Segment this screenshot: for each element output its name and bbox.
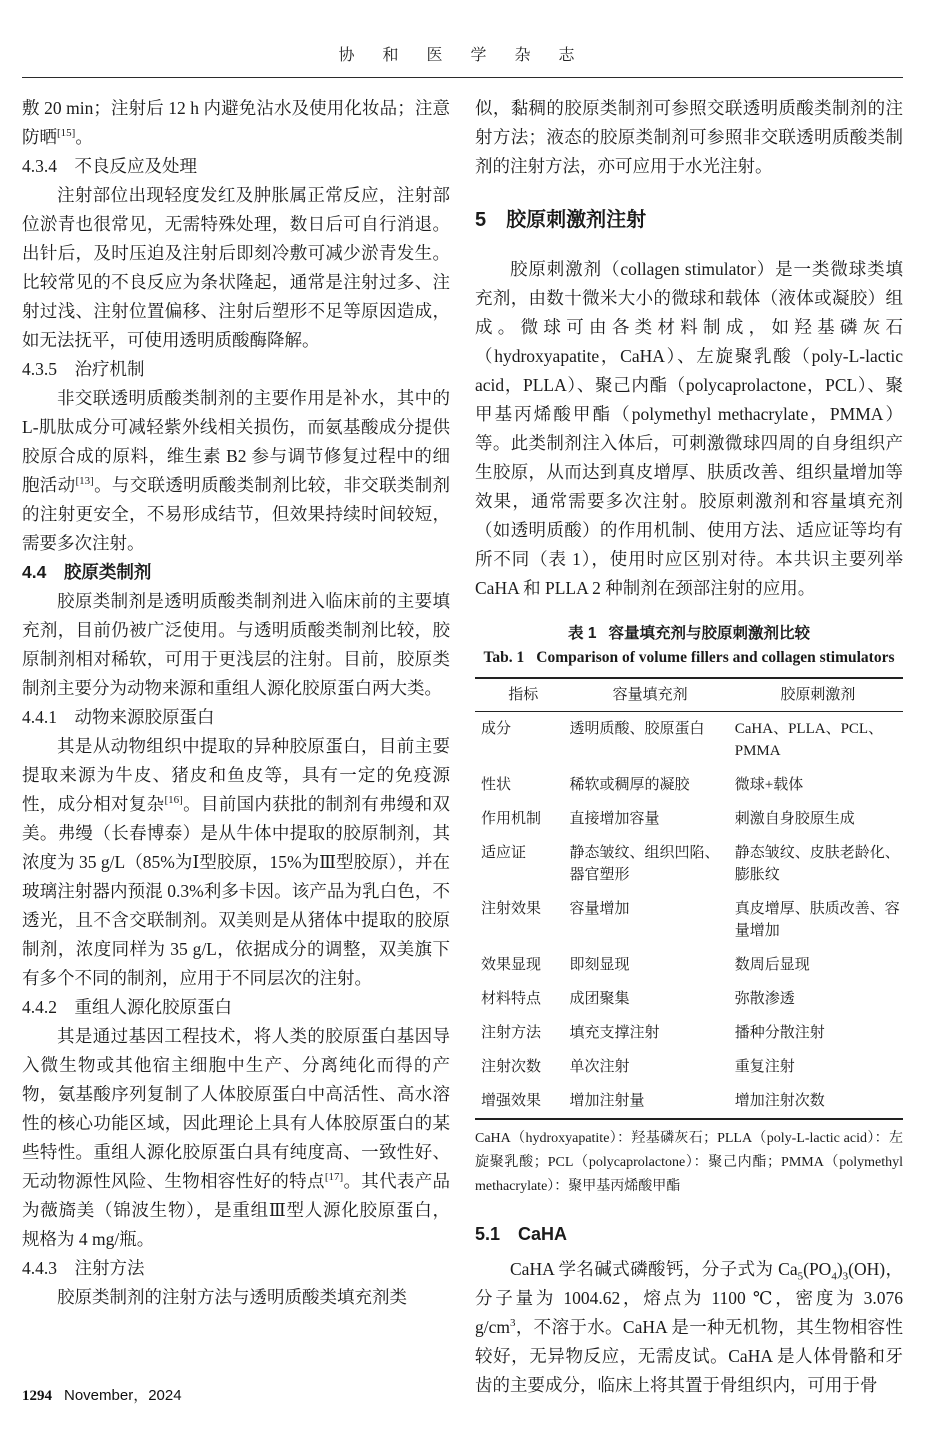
table-column-header: 容量填充剂 (567, 678, 732, 712)
table-row (475, 1016, 903, 1050)
heading-4-3-5: 4.3.5 治疗机制 (22, 359, 145, 379)
paragraph-injection-method-cont: 似，黏稠的胶原类制剂可参照交联透明质酸类制剂的注射方法；液态的胶原类制剂可参照非交联透明质酸类制剂的注射方法，亦可应用于水光注射。 (475, 98, 903, 176)
issue-date: November，2024 (64, 1387, 182, 1404)
table-row (475, 948, 903, 982)
heading-section-5: 5 胶原刺激剂注射 (475, 209, 647, 231)
paragraph-collagen-stimulator: 胶原刺激剂（collagen stimulator）是一类微球类填充剂，由数十微米大小的微球和载体（液体或凝胶）组成。微球可由各类材料制成，如羟基磷灰石（hydroxyapatite，CaHA）、左旋聚乳酸（poly-L-lactic acid，PLLA）、聚己内酯（polycaprolactone，PCL）、聚甲基丙烯酸甲酯（polymethyl methacrylate，PMMA）等。此类制剂注入体后，可刺激微球四周的自身组织产生胶原，从而达到真皮增厚、肤质改善、组织量增加等效果，通常需要多次注射。胶原刺激剂和容量填充剂（如透明质酸）的作用机制、使用方法、适应证等均有所不同（表 1），使用时应区别对待。本共识主要列举 CaHA 和 PLLA 2 种制剂在颈部注射的应用。 (475, 259, 903, 598)
table-cell: 单次注射 (569, 1059, 630, 1075)
table-label-cn: 表 1 (568, 625, 597, 642)
table-cell: 注射次数 (481, 1059, 542, 1075)
chemical-subscript: 5 (797, 1270, 804, 1283)
table-cell: 效果显现 (481, 957, 542, 973)
paragraph-aftercare: 敷 20 min；注射后 12 h 内避免沾水及使用化妆品；注意防晒[15]。 (22, 98, 450, 147)
paragraph-caha: CaHA 学名碱式磷酸钙，分子式为 $Ca_5(PO_4)_3(OH)$，分子量为 1004.62，熔点为 1100 ℃，密度为 3.076 $g/cm^3$，不溶于水。CaHA 是一种无机物，其生物相容性较好，无异物反应，无需皮试。CaHA 是人体骨骼和牙齿的主要成分，临床上将其置于骨组织内，可用于骨 (475, 1259, 903, 1395)
table-cell: 作用机制 (481, 811, 542, 827)
table-row (475, 1050, 903, 1084)
table-row (475, 802, 903, 836)
table-cell: 播种分散注射 (734, 1025, 825, 1041)
table-title-en (475, 645, 903, 671)
table-cell: 注射方法 (481, 1025, 542, 1041)
page-number: 1294 (22, 1388, 52, 1404)
paragraph-animal-collagen: 其是从动物组织中提取的异种胶原蛋白，目前主要提取来源为牛皮、猪皮和鱼皮等，具有一定的免疫源性，成分相对复杂[16]。目前国内获批的制剂有弗缦和双美。弗缦（长春博泰）是从牛体中提取的胶原制剂，其浓度为 35 g/L（85%为Ⅰ型胶原，15%为Ⅲ型胶原），并在玻璃注射器内预混 0.3%利多卡因。该产品为乳白色，不透光，且不含交联制剂。双美则是从猪体中提取的胶原制剂，浓度同样为 35 g/L，依据成分的调整，双美旗下有多个不同的制剂，应用于不同层次的注射。 (22, 736, 451, 988)
table-cell: 填充支撑注射 (569, 1025, 660, 1041)
table-row (475, 892, 903, 948)
paragraph-adverse-reactions: 注射部位出现轻度发红及肿胀属正常反应，注射部位淤青也很常见，无需特殊处理，数日后可自行消退。出针后，及时压迫及注射后即刻冷敷可减少淤青发生。比较常见的不良反应为条状隆起，通常是注射过多、注射过浅、注射位置偏移、注射后塑形不足等原因造成，如无法抚平，可使用透明质酸酶降解。 (22, 185, 450, 350)
comparison-table (475, 677, 903, 1120)
table-cell: 真皮增厚、肤质改善、容量增加 (734, 901, 900, 939)
table-row (475, 1084, 903, 1119)
table-cell: 静态皱纹、皮肤老龄化、膨胀纹 (734, 845, 900, 883)
comparison-table-block (475, 623, 903, 1199)
table-column-header: 胶原刺激剂 (733, 678, 903, 712)
table-cell: 增加注射量 (569, 1093, 645, 1109)
citation-ref: [17] (324, 1171, 344, 1184)
table-cell: 适应证 (481, 845, 527, 861)
heading-4-4-1: 4.4.1 动物来源胶原蛋白 (22, 707, 215, 727)
table-cell: 微球+载体 (734, 777, 804, 793)
table-header-row (475, 678, 903, 712)
paragraph-injection-method: 胶原类制剂的注射方法与透明质酸类填充剂类 (57, 1287, 407, 1307)
heading-5-1: 5.1 CaHA (475, 1224, 568, 1244)
table-column-header: 指标 (475, 678, 567, 712)
table-cell: 直接增加容量 (569, 811, 660, 827)
table-cell: 弥散渗透 (734, 991, 795, 1007)
left-column (22, 94, 450, 1312)
table-cell: 增强效果 (481, 1093, 542, 1109)
table-row (475, 768, 903, 802)
table-cell: 即刻显现 (569, 957, 630, 973)
header-rule (22, 77, 903, 78)
table-title-cn (475, 623, 903, 645)
right-column (475, 94, 903, 1400)
citation-ref: 3 (510, 1317, 516, 1330)
chemical-subscript: 3 (842, 1270, 849, 1283)
paragraph-mechanism: 非交联透明质酸类制剂的主要作用是补水，其中的 L-肌肽成分可减轻紫外线相关损伤，而氨基酸成分提供胶原合成的原料，维生素 B2 参与调节修复过程中的细胞活动[13]。与交联透明质酸类制剂比较，非交联类制剂的注射更安全，不易形成结节，但效果持续时间较短，需要多次注射。 (22, 388, 451, 553)
table-cell: 静态皱纹、组织凹陷、器官塑形 (569, 845, 720, 883)
table-title-en-text: Comparison of volume fillers and collagen stimulators (536, 649, 895, 666)
table-cell: 材料特点 (481, 991, 542, 1007)
table-cell: 增加注射次数 (734, 1093, 825, 1109)
page-footer (22, 1384, 182, 1405)
table-row (475, 836, 903, 892)
table-cell: 刺激自身胶原生成 (734, 811, 855, 827)
table-row (475, 712, 903, 769)
heading-4-4: 4.4 胶原类制剂 (22, 562, 152, 582)
table-cell: 重复注射 (734, 1059, 795, 1075)
citation-ref: [15] (57, 127, 76, 140)
table-cell: 性状 (481, 777, 512, 793)
citation-ref: [13] (75, 475, 94, 488)
table-title-cn-text: 容量填充剂与胶原刺激剂比较 (608, 625, 810, 642)
table-label-en: Tab. 1 (483, 649, 525, 666)
table-cell: 容量增加 (569, 901, 630, 917)
chemical-subscript: 4 (831, 1270, 837, 1283)
table-cell: 透明质酸、胶原蛋白 (569, 721, 705, 737)
heading-4-4-2: 4.4.2 重组人源化胶原蛋白 (22, 997, 232, 1017)
citation-ref: [16] (164, 794, 183, 807)
table-cell: 成分 (481, 721, 512, 737)
table-row (475, 982, 903, 1016)
paragraph-recombinant-collagen: 其是通过基因工程技术，将人类的胶原蛋白基因导入微生物或其他宿主细胞中生产、分离纯化而得的产物，氨基酸序列复制了人体胶原蛋白中高活性、高水溶性的核心功能区域，因此理论上具有人体胶原蛋白的某些特性。重组人源化胶原蛋白具有纯度高、一致性好、无动物源性风险、生物相容性好的特点[17]。其代表产品为薇旖美（锦波生物），是重组Ⅲ型人源化胶原蛋白，规格为 4 mg/瓶。 (22, 1026, 451, 1249)
table-cell: CaHA、PLLA、PCL、PMMA (734, 721, 884, 759)
table-cell: 稀软或稠厚的凝胶 (569, 777, 690, 793)
paragraph-collagen-intro: 胶原类制剂是透明质酸类制剂进入临床前的主要填充剂，目前仍被广泛使用。与透明质酸类制剂比较，胶原制剂相对稀软，可用于更浅层的注射。目前，胶原类制剂主要分为动物来源和重组人源化胶原蛋白两大类。 (22, 591, 450, 698)
table-cell: 注射效果 (481, 901, 542, 917)
table-cell: 数周后显现 (734, 957, 810, 973)
table-footnote: CaHA（hydroxyapatite）：羟基磷灰石；PLLA（poly-L-lactic acid）：左旋聚乳酸；PCL（polycaprolactone）：聚己内酯；PMMA（polymethyl methacrylate）：聚甲基丙烯酸甲酯 (475, 1131, 903, 1194)
table-cell: 成团聚集 (569, 991, 630, 1007)
journal-title: 协 和 医 学 杂 志 (338, 47, 587, 64)
heading-4-3-4: 4.3.4 不良反应及处理 (22, 156, 197, 176)
heading-4-4-3: 4.4.3 注射方法 (22, 1258, 145, 1278)
